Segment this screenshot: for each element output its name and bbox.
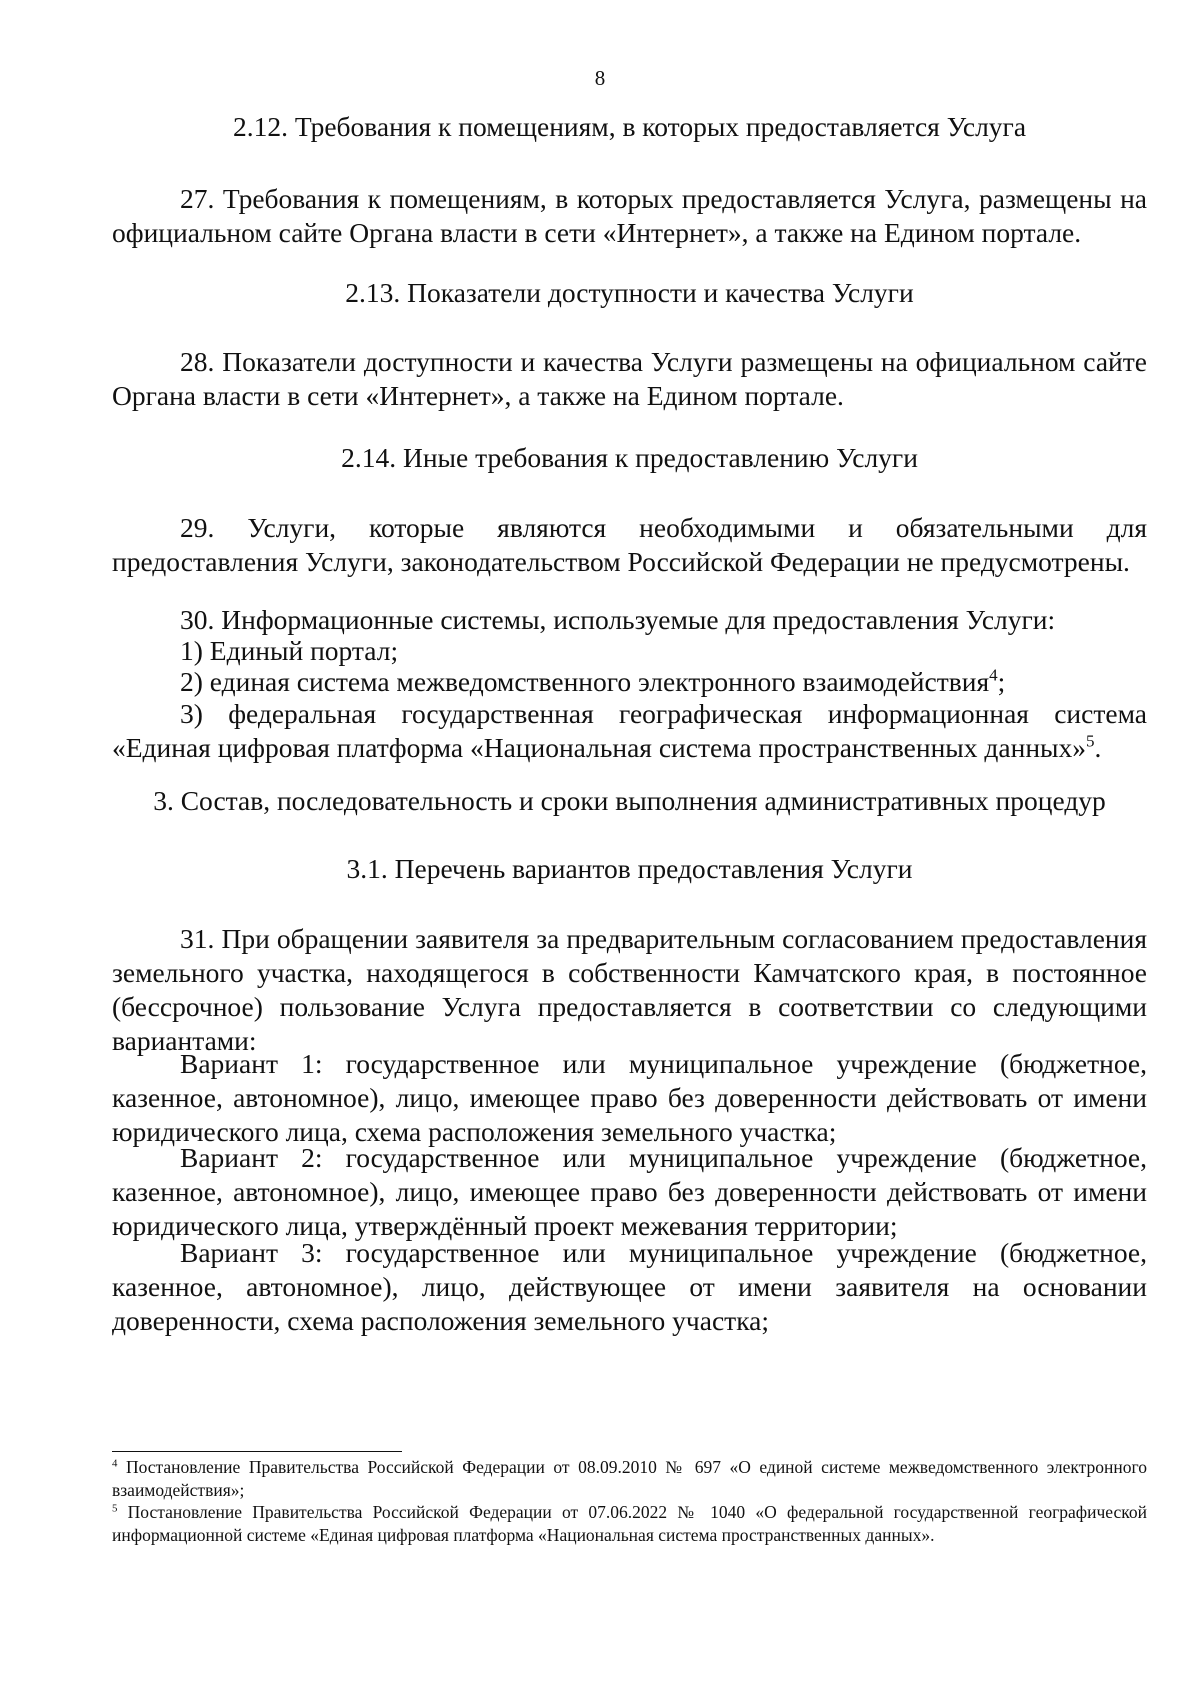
- list-item-30-3: [112, 697, 1147, 765]
- paragraph-27: 27. Требования к помещениям, в которых предоставляется Услуга, размещены на официальном сайте Органа власти в сети «Интернет», а также на Едином портале.: [112, 183, 1147, 248]
- paragraph-31: 31. При обращении заявителя за предварительным согласованием предоставления земельного участка, находящегося в собственности Камчатского края, в постоянное (бессрочное) пользование Услуга предоставляется в соответствии со следующими вариантами:: [112, 923, 1147, 1056]
- section-heading-2-13: 2.13. Показатели доступности и качества Услуги: [345, 277, 914, 308]
- list-item-30-3-text: 3) федеральная государственная географическая информационная система «Единая цифровая платформа «Национальная система пространственных данных»: [112, 698, 1147, 763]
- footnote-5-text: Постановление Правительства Российской Федерации от 07.06.2022 № 1040 «О федеральной государственной географической информационной системе «Единая цифровая платформа «Национальная система пространственных данных».: [112, 1502, 1148, 1545]
- section-heading-3: 3. Состав, последовательность и сроки выполнения административных процедур: [153, 785, 1106, 816]
- page-number: 8: [594, 66, 606, 90]
- list-item-30-1: 1) Единый портал;: [180, 635, 399, 666]
- footnote-4-text: Постановление Правительства Российской Федерации от 08.09.2010 № 697 «О единой системе межведомственного электронного взаимодействия»;: [112, 1457, 1148, 1500]
- paragraph-30: 30. Информационные системы, используемые для предоставления Услуги:: [180, 604, 1056, 635]
- list-item-30-2-end: ;: [997, 666, 1006, 697]
- variant-3: Вариант 3: государственное или муниципальное учреждение (бюджетное, казенное, автономное), лицо, действующее от имени заявителя на основании доверенности, схема расположения земельного участка;: [112, 1237, 1147, 1336]
- list-item-30-2: [112, 665, 1147, 699]
- footnote-4-mark: 4: [112, 1457, 118, 1470]
- footnote-4: [112, 1456, 1147, 1501]
- list-item-30-3-end: .: [1094, 732, 1102, 763]
- footnote-ref-4: 4: [989, 665, 998, 685]
- footnote-5-mark: 5: [112, 1502, 118, 1515]
- paragraph-29: 29. Услуги, которые являются необходимыми и обязательными для предоставления Услуги, законодательством Российской Федерации не предусмотрены.: [112, 512, 1147, 577]
- paragraph-28: 28. Показатели доступности и качества Услуги размещены на официальном сайте Органа власти в сети «Интернет», а также на Едином портале.: [112, 346, 1147, 411]
- footnote-5: [112, 1501, 1147, 1546]
- list-item-30-2-text: 2) единая система межведомственного электронного взаимодействия: [180, 666, 990, 697]
- variant-2: Вариант 2: государственное или муниципальное учреждение (бюджетное, казенное, автономное), лицо, имеющее право без доверенности действовать от имени юридического лица, утверждённый проект межевания территории;: [112, 1142, 1147, 1241]
- section-heading-3-1: 3.1. Перечень вариантов предоставления Услуги: [346, 853, 913, 884]
- section-heading-2-12: 2.12. Требования к помещениям, в которых предоставляется Услуга: [232, 111, 1027, 142]
- footnote-separator: [112, 1451, 402, 1452]
- variant-1: Вариант 1: государственное или муниципальное учреждение (бюджетное, казенное, автономное), лицо, имеющее право без доверенности действовать от имени юридического лица, схема расположения земельного участка;: [112, 1048, 1147, 1147]
- section-heading-2-14: 2.14. Иные требования к предоставлению Услуги: [341, 442, 918, 473]
- footnote-ref-5: 5: [1086, 731, 1095, 751]
